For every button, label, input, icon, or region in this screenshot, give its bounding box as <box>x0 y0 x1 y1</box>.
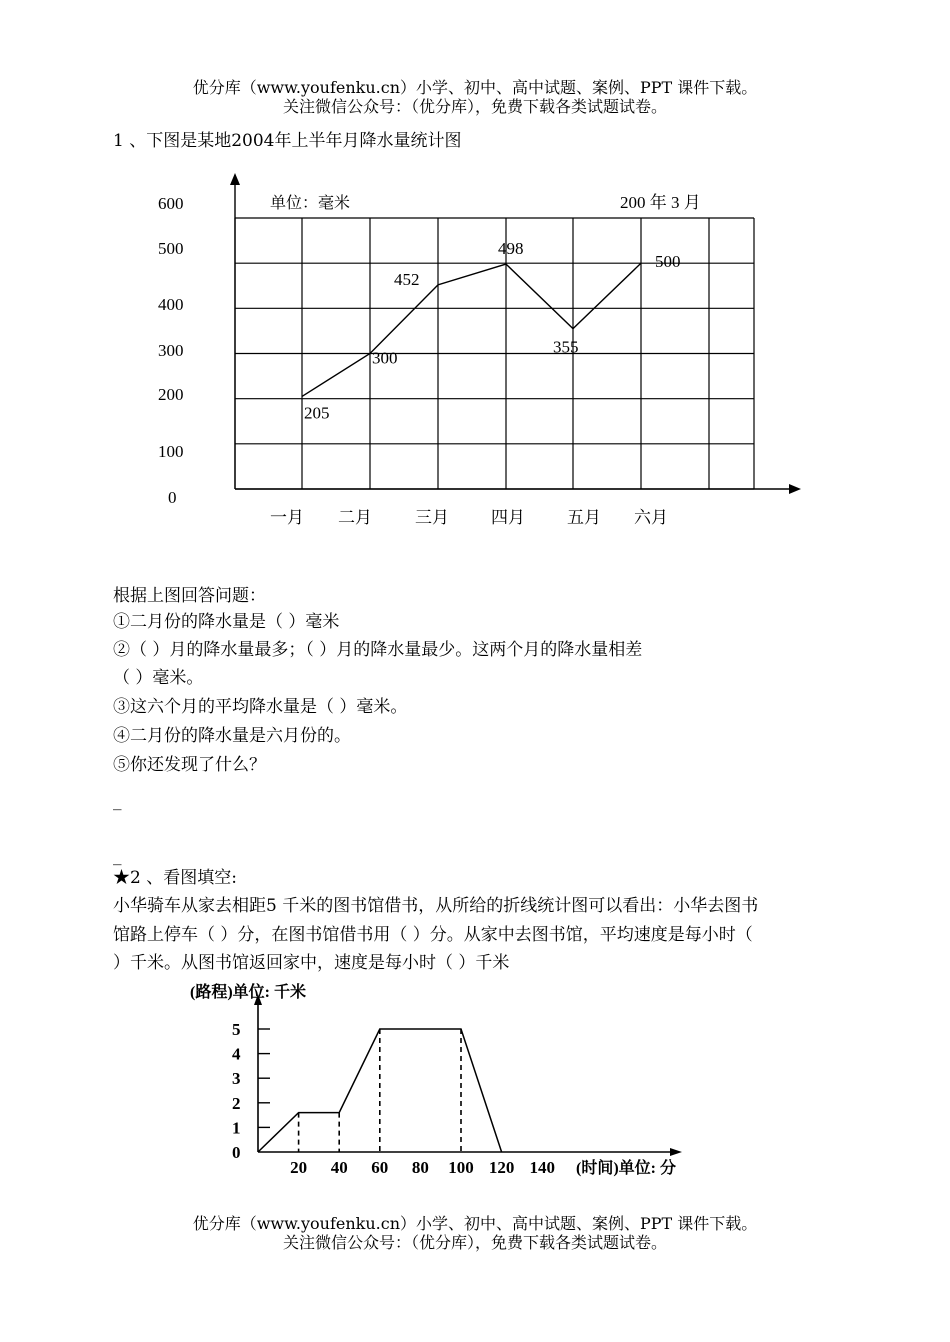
header-line-2: 关注微信公众号：（优分库），免费下载各类试题试卷。 <box>282 97 667 116</box>
x-tick-label: 100 <box>448 1158 474 1177</box>
x-tick-label: 80 <box>411 1158 429 1177</box>
chart1-axes <box>158 173 801 527</box>
q1-item-2: ②（ ）月的降水量最多；（ ）月的降水量最少。这两个月的降水量相差 <box>113 640 643 660</box>
x-category-label: 五月 <box>567 508 601 527</box>
chart1-marks <box>302 239 681 422</box>
y-tick-label: 4 <box>232 1044 241 1064</box>
q2-title: ★2 、看图填空: <box>113 868 237 888</box>
q1-item-2-cont: （ ）毫米。 <box>113 668 204 688</box>
point-value-label: 300 <box>372 348 398 368</box>
q1-item-3: ③这六个月的平均降水量是（ ）毫米。 <box>113 697 408 717</box>
y-tick-label: 300 <box>158 341 184 360</box>
footer-line-2: 关注微信公众号：（优分库），免费下载各类试题试卷。 <box>282 1233 667 1252</box>
x-tick-label: 60 <box>371 1158 389 1177</box>
y-tick-label: 1 <box>232 1118 241 1138</box>
q2-line-3: ）千米。从图书馆返回家中，速度是每小时（ ）千米 <box>113 953 510 973</box>
y-tick-label: 500 <box>158 239 184 258</box>
chart1-date-label: 200 年 3 月 <box>620 193 701 212</box>
x-axis-arrow-icon <box>670 1148 682 1156</box>
q1-title: 1 、下图是某地2004年上半年月降水量统计图 <box>113 131 462 151</box>
footer-line-1: 优分库（www.youfenku.cn）小学、初中、高中试题、案例、PPT 课件下载。 <box>192 1214 758 1233</box>
chart1-unit-label: 单位：毫米 <box>270 195 351 212</box>
y-tick-label: 0 <box>168 488 177 507</box>
chart2-y-title: (路程)单位: 千米 <box>190 984 306 1001</box>
x-tick-label: 120 <box>488 1158 515 1177</box>
x-category-label: 二月 <box>338 508 372 527</box>
header-line-1: 优分库（www.youfenku.cn）小学、初中、高中试题、案例、PPT 课件下载。 <box>192 78 758 97</box>
q1-item-5: ⑤你还发现了什么？ <box>113 755 266 775</box>
y-tick-label: 3 <box>232 1069 241 1089</box>
y-tick-label: 200 <box>158 385 184 404</box>
point-value-label: 500 <box>655 252 681 272</box>
q1-prompt: 根据上图回答问题： <box>113 586 266 606</box>
y-tick-label: 5 <box>232 1020 241 1039</box>
q1-item-1: ①二月份的降水量是（ ）毫米 <box>113 612 340 632</box>
point-value-label: 205 <box>304 403 330 423</box>
rainfall-chart <box>0 160 950 540</box>
q2-line-1: 小华骑车从家去相距5 千米的图书馆借书，从所给的折线统计图可以看出：小华去图书 <box>113 896 759 916</box>
x-category-label: 一月 <box>270 508 304 527</box>
y-tick-label: 100 <box>158 442 184 461</box>
y-tick-label: 600 <box>158 194 184 213</box>
rainfall-series-line <box>302 263 641 396</box>
x-tick-label: 20 <box>290 1158 308 1177</box>
x-category-label: 六月 <box>634 508 668 527</box>
point-value-label: 355 <box>553 337 579 357</box>
x-category-label: 四月 <box>491 508 525 527</box>
q1-item-4: ④二月份的降水量是六月份的。 <box>113 726 351 746</box>
y-tick-label: 2 <box>232 1093 241 1113</box>
y-tick-label: 0 <box>232 1143 241 1162</box>
answer-blank-2: _ <box>113 846 122 866</box>
point-value-label: 452 <box>394 269 420 289</box>
y-tick-label: 400 <box>158 295 184 314</box>
x-tick-label: 140 <box>529 1158 555 1177</box>
x-axis-arrow-icon <box>789 484 801 494</box>
q2-line-2: 馆路上停车（ ）分，在图书馆借书用（ ）分。从家中去图书馆，平均速度是每小时（ <box>113 925 753 945</box>
chart2-marks <box>258 1029 502 1152</box>
distance-time-chart <box>0 975 950 1180</box>
chart2-x-title: (时间)单位: 分 <box>576 1160 676 1177</box>
point-value-label: 498 <box>498 239 524 259</box>
x-tick-label: 40 <box>330 1158 348 1177</box>
x-category-label: 三月 <box>415 508 449 527</box>
y-axis-arrow-icon <box>230 173 240 185</box>
answer-blank-1: _ <box>113 791 122 811</box>
chart2-axes <box>232 994 682 1177</box>
